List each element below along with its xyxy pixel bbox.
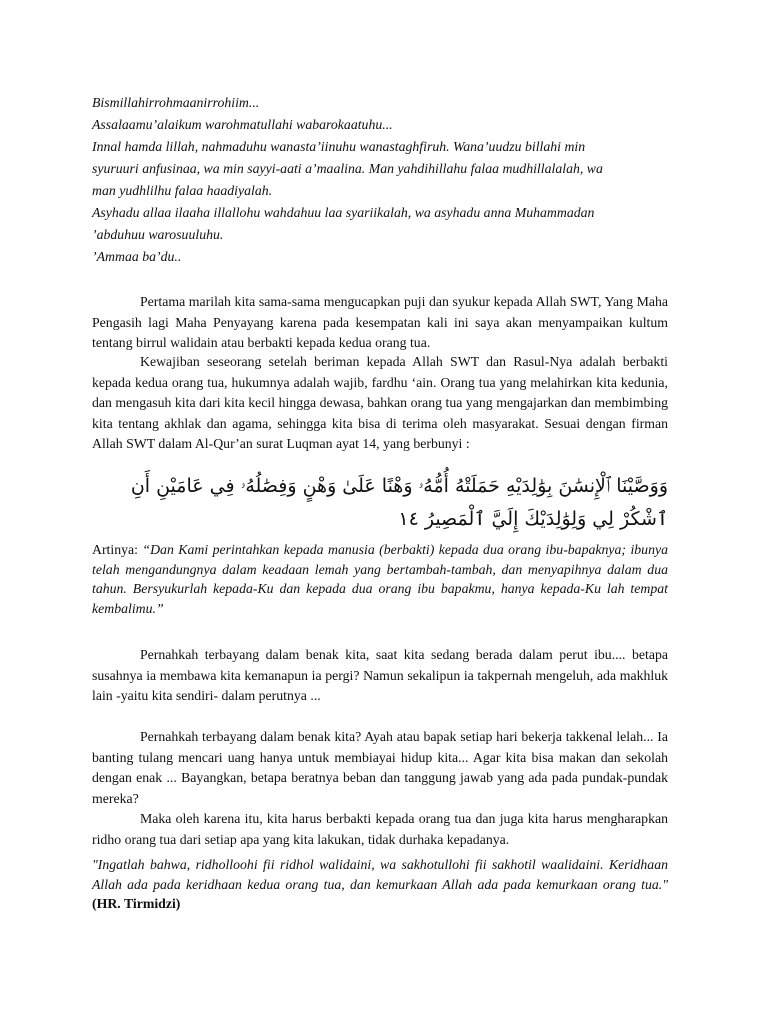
- paragraph-mother: Pernahkah terbayang dalam benak kita, saat kita sedang berada dalam perut ibu.... betapa susahnya ia membawa kita kemanapun ia pergi? Namun sekalipun ia takpernah mengeluh, ada makhluk lain -yaitu kita sendiri- dalam perutnya ...: [92, 647, 668, 703]
- verse-translation: [92, 540, 668, 618]
- opening-line-8: ’Ammaa ba’du..: [92, 249, 182, 264]
- paragraph-conclusion: Maka oleh karena itu, kita harus berbakti kepada orang tua dan juga kita harus mengharapkan ridho orang tua dari setiap apa yang kita lakukan, tidak durhaka kepadanya.: [92, 811, 668, 847]
- paragraph-intro: Pertama marilah kita sama-sama mengucapkan puji dan syukur kepada Allah SWT, Yang Maha Pengasih lagi Maha Penyayang karena pada kesempatan kali ini saya akan menyampaikan kultum tentang birrul walidain atau berbakti kepada kedua orang tua.: [92, 294, 668, 350]
- hadith-quote: [92, 855, 668, 914]
- opening-line-5: man yudhlilhu falaa haadiyalah.: [92, 183, 273, 198]
- quran-verse-arabic: [92, 470, 668, 536]
- opening-line-7: ’abduhuu warosuuluhu.: [92, 227, 224, 242]
- opening-greeting: [92, 92, 668, 268]
- opening-line-1: Bismillahirrohmaanirrohiim...: [92, 95, 260, 110]
- paragraph-father: Pernahkah terbayang dalam benak kita? Ayah atau bapak setiap hari bekerja takkenal lelah... Ia banting tulang mencari uang hanya untuk membiayai hidup kita... Agar kita bisa makan dan sekolah dengan enak ... Bayangkan, betapa beratnya beban dan tanggung jawab yang ada pada pundak-pundak mereka?: [92, 729, 668, 806]
- translation-text: “Dan Kami perintahkan kepada manusia (berbakti) kepada dua orang ibu-bapaknya; ibunya telah mengandungnya dalam keadaan lemah yang bertambah-tambah, dan menyapihnya dalam dua tahun. Bersyukurlah kepada-Ku dan kepada dua orang ibu bapakmu, hanya kepada-Ku lah tempat kembalimu.”: [92, 542, 668, 616]
- hadith-text: "Ingatlah bahwa, ridholloohi fii ridhol walidaini, wa sakhotullohi fii sakhotil waalidaini. Keridhaan Allah ada pada keridhaan kedua orang tua, dan kemurkaan Allah ada pada kemurkaan orang tua.": [92, 857, 668, 892]
- opening-line-6: Asyhadu allaa ilaaha illallohu wahdahuu laa syariikalah, wa asyhadu anna Muhammadan: [92, 205, 595, 220]
- paragraph-obligation: Kewajiban seseorang setelah beriman kepada Allah SWT dan Rasul-Nya adalah berbakti kepada kedua orang tua, hukumnya adalah wajib, fardhu ‘ain. Orang tua yang melahirkan kita kedunia, dan mengasuh kita dari kita kecil hingga dewasa, bahkan orang tua yang mengajarkan dan membimbing kita tentang akhlak dan agama, sehingga kita bisa di terima oleh masyarakat. Sesuai dengan firman Allah SWT dalam Al-Qur’an surat Luqman ayat 14, yang berbunyi :: [92, 354, 668, 451]
- arabic-line-1: وَوَصَّيْنَا ٱلْإِنسَٰنَ بِوَٰلِدَيْهِ حَمَلَتْهُ أُمُّهُۥ وَهْنًا عَلَىٰ وَهْنٍ وَفِصَٰلُهُۥ فِي عَامَيْنِ أَنِ: [130, 475, 668, 497]
- opening-line-3: Innal hamda lillah, nahmaduhu wanasta’iinuhu wanastaghfiruh. Wana’uudzu billahi min: [92, 139, 586, 154]
- hadith-source: (HR. Tirmidzi): [92, 896, 181, 911]
- translation-label: Artinya:: [92, 542, 143, 557]
- arabic-line-2: ٱشْكُرْ لِي وَلِوَٰلِدَيْكَ إِلَيَّ ٱلْمَصِيرُ ١٤: [398, 508, 668, 530]
- opening-line-2: Assalaamu’alaikum warohmatullahi wabarokaatuhu...: [92, 117, 393, 132]
- opening-line-4: syuruuri anfusinaa, wa min sayyi-aati a’maalina. Man yahdihillahu falaa mudhillalalah, wa: [92, 161, 603, 176]
